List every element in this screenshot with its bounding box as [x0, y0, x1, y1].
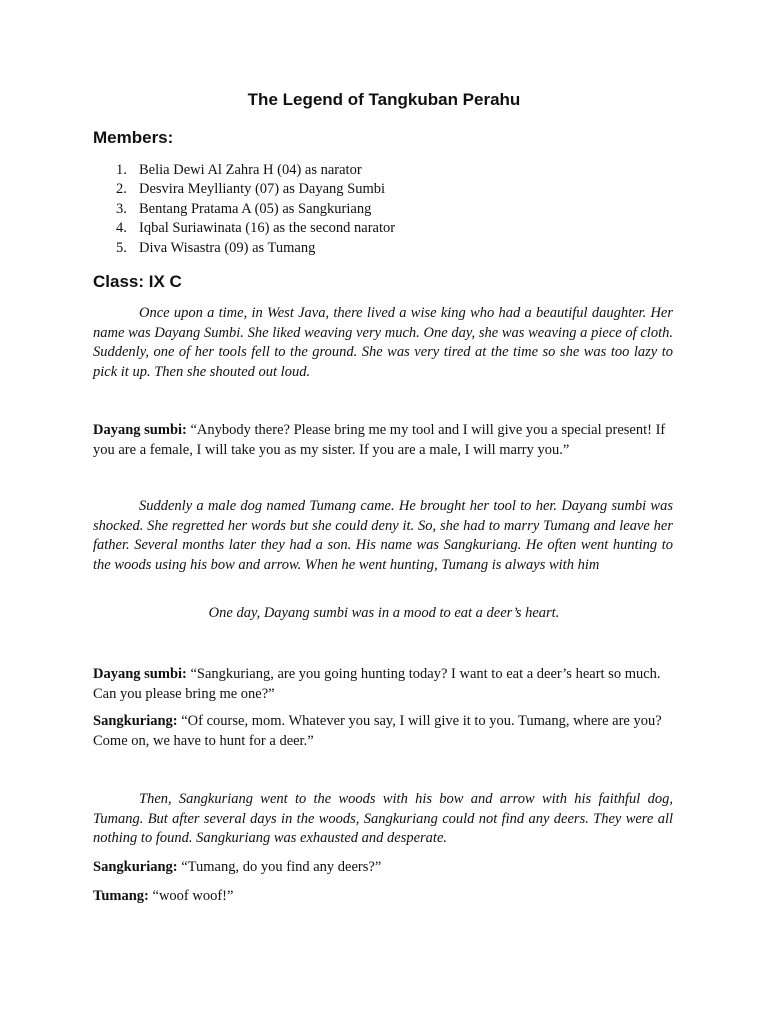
- speaker-name: Sangkuriang:: [93, 713, 178, 729]
- dialogue-5: [93, 887, 673, 907]
- document-title: The Legend of Tangkuban Perahu: [247, 90, 521, 109]
- list-number: 5.: [116, 239, 127, 256]
- member-text: Diva Wisastra (09) as Tumang: [139, 239, 316, 256]
- dialogue-3: [93, 712, 673, 751]
- member-text: Desvira Meyllianty (07) as Dayang Sumbi: [139, 181, 386, 198]
- narration-paragraph-1: Once upon a time, in West Java, there lived a wise king who had a beautiful daughter. Her name was Dayang Sumbi. She liked weaving very much. One day, she was weaving a piece of cloth. Suddenly, one of her tools fell to the ground. She was very tired at the time so she was too lazy to pick it up. Then she shouted out loud.: [93, 305, 673, 380]
- speaker-name: Sangkuriang:: [93, 859, 178, 875]
- speaker-name: Dayang sumbi:: [93, 666, 187, 682]
- dialogue-line: “Anybody there? Please bring me my tool and I will give you a special present! If you are a female, I will take you as my sister. If you are a male, I will marry you.”: [93, 422, 666, 458]
- narration-paragraph-3: One day, Dayang sumbi was in a mood to eat a deer’s heart.: [208, 605, 560, 621]
- members-heading: Members:: [93, 128, 174, 147]
- list-item: [116, 180, 395, 199]
- speaker-name: Dayang sumbi:: [93, 422, 187, 438]
- member-text: Belia Dewi Al Zahra H (04) as narator: [139, 162, 362, 178]
- list-item: [116, 161, 395, 180]
- list-item: [116, 219, 395, 238]
- dialogue-1: [93, 421, 673, 460]
- narration-paragraph-4: Then, Sangkuriang went to the woods with his bow and arrow with his faithful dog, Tumang. But after several days in the woods, Sangkuriang could not find any deers. They were all nothing to found. Sangkuriang was exhausted and desperate.: [93, 791, 673, 846]
- list-item: [116, 239, 395, 258]
- speaker-name: Tumang:: [93, 888, 149, 904]
- dialogue-line: “woof woof!”: [152, 888, 234, 904]
- dialogue-line: “Sangkuriang, are you going hunting today? I want to eat a deer’s heart so much. Can you please bring me one?”: [93, 666, 661, 702]
- dialogue-2: [93, 665, 673, 704]
- list-number: 2.: [116, 181, 127, 198]
- list-number: 3.: [116, 200, 127, 217]
- member-text: Bentang Pratama A (05) as Sangkuriang: [139, 200, 372, 217]
- list-number: 4.: [116, 220, 127, 237]
- member-text: Iqbal Suriawinata (16) as the second narator: [139, 220, 396, 237]
- dialogue-line: “Of course, mom. Whatever you say, I will give it to you. Tumang, where are you? Come on, we have to hunt for a deer.”: [93, 713, 662, 749]
- members-list: [116, 161, 395, 258]
- dialogue-line: “Tumang, do you find any deers?”: [181, 859, 382, 875]
- class-heading: Class: IX C: [93, 272, 182, 291]
- list-item: [116, 200, 395, 219]
- dialogue-4: [93, 858, 673, 878]
- list-number: 1.: [116, 162, 127, 178]
- narration-paragraph-2: Suddenly a male dog named Tumang came. He brought her tool to her. Dayang sumbi was shocked. She regretted her words but she could deny it. So, she had to marry Tumang and leave her father. Several months later they had a son. His name was Sangkuriang. He often went hunting to the woods using his bow and arrow. When he went hunting, Tumang is always with him: [93, 498, 673, 573]
